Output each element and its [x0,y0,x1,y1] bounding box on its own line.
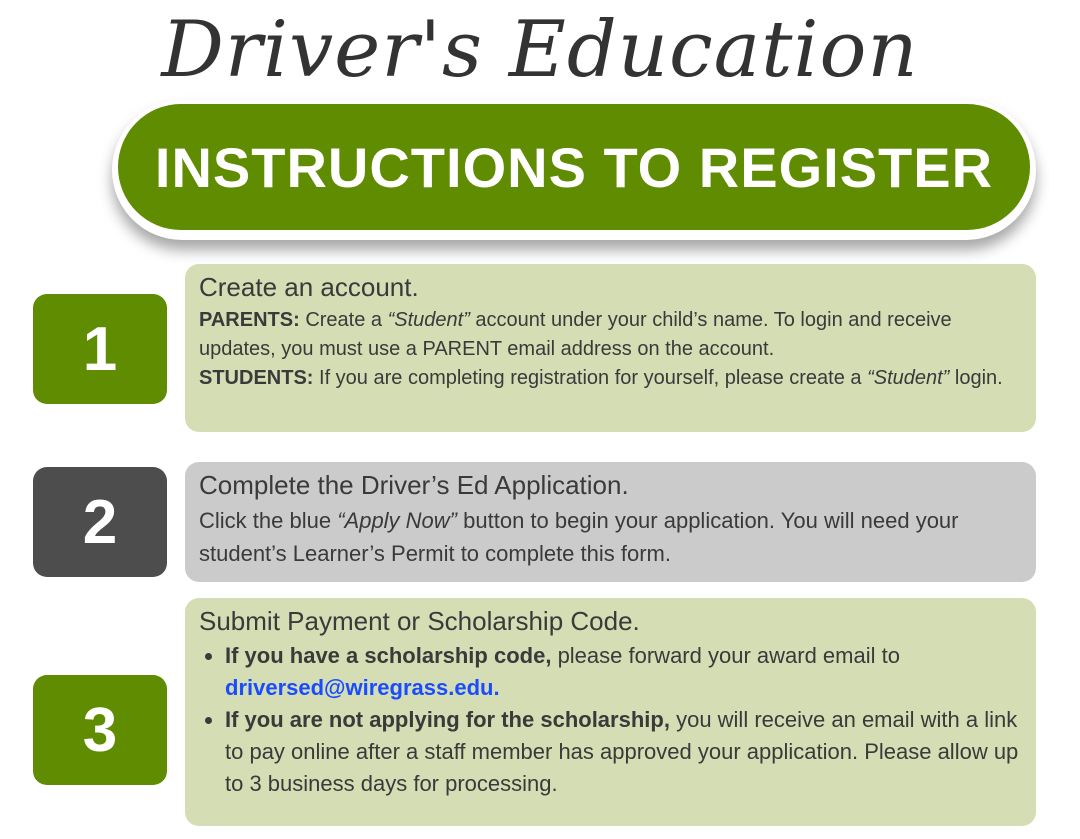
students-label: STUDENTS: [199,367,314,389]
step-number: 1 [82,314,118,384]
email-link[interactable]: driversed@wiregrass.edu. [225,675,500,700]
step-1-parents-paragraph [199,306,1022,364]
bullet-1-bold: If you have a scholarship code, [225,643,552,668]
step-number: 3 [82,695,118,765]
step-2-text-b: button to begin your application. You will need your student’s Learner’s Permit to complete this form. [199,508,959,566]
bullet-2-bold: If you are not applying for the scholarship, [225,707,670,732]
apply-now-term: “Apply Now” [337,508,458,533]
students-student-term: “Student” [867,367,950,389]
step-3-card [185,598,1036,826]
parents-label: PARENTS: [199,309,300,331]
step-2-number-badge [33,467,167,577]
step-2-card [185,462,1036,582]
banner-title: INSTRUCTIONS TO REGISTER [154,135,994,199]
parents-student-term: “Student” [387,309,470,331]
step-2-paragraph [199,504,1022,570]
step-1-title: Create an account. [199,272,419,302]
instructions-banner [118,104,1030,230]
step-3-title: Submit Payment or Scholarship Code. [199,606,640,636]
list-item [225,640,1022,704]
bullet-2-text: you will receive an email with a link to pay online after a staff member has approved your application. Please allow up to 3 business days for processing. [225,707,1019,796]
students-text-b: login. [954,367,1003,389]
parents-text-b: account under your child’s name. To login and receive updates, you must use a PARENT email address on the account. [199,309,952,360]
step-1-students-paragraph [199,364,1022,393]
step-1-card [185,264,1036,432]
step-2-title: Complete the Driver’s Ed Application. [199,470,629,500]
bullet-1-text: please forward your award email to [557,643,900,668]
step-2-text-a: Click the blue [199,508,332,533]
parents-text-a: Create a [305,309,383,331]
page-script-title: Driver's Education [161,5,919,95]
step-3-number-badge [33,675,167,785]
step-1-number-badge [33,294,167,404]
step-number: 2 [82,487,118,557]
students-text-a: If you are completing registration for yourself, please create a [319,367,862,389]
step-3-bullet-list [199,640,1022,800]
list-item [225,704,1022,800]
